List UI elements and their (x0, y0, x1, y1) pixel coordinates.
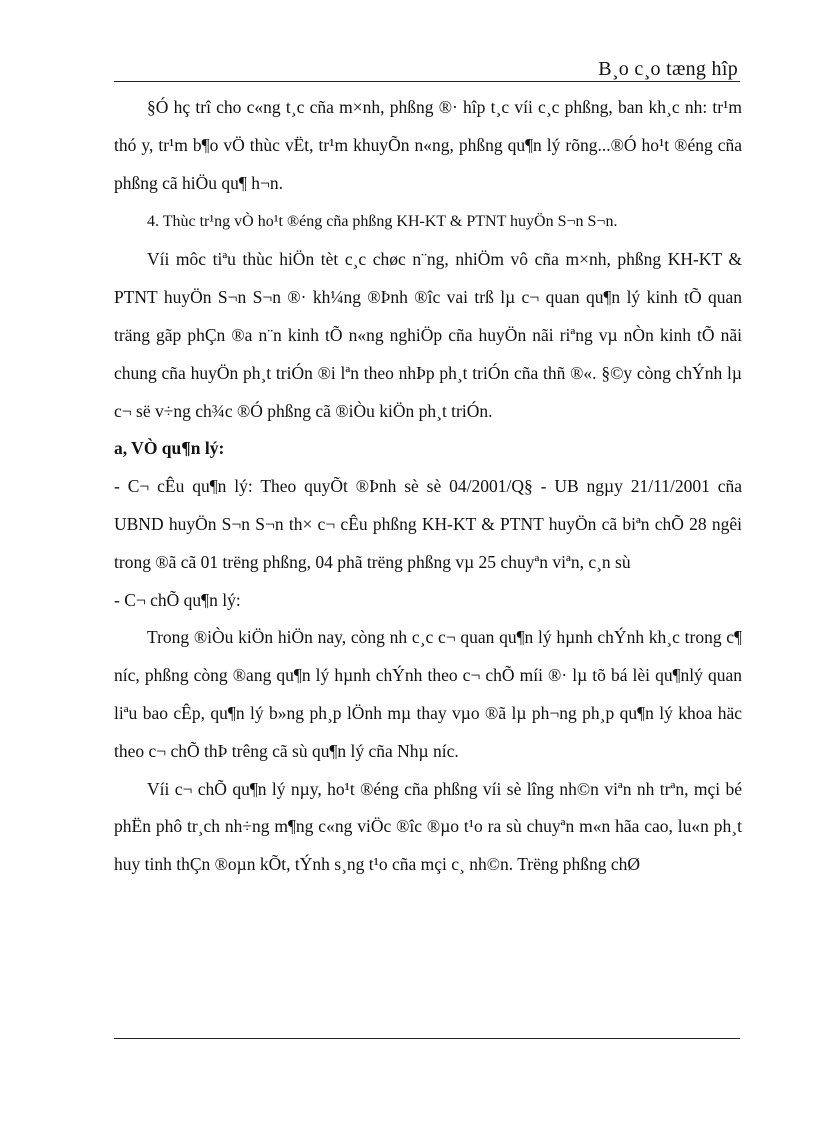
paragraph-management-mechanism-label: - C¬ chÕ qu¶n lý: (114, 589, 241, 610)
subsection-heading-management: a, VÒ qu¶n lý: (114, 438, 225, 459)
paragraph-goals: Víi môc tiªu thùc hiÖn tèt c¸c chøc n¨ng, nhiÖm vô cña m×nh, phßng KH-KT & PTNT huyÖn S¬n S¬n ®· kh¼ng ®Þnh ®îc vai trß lµ c¬ quan qu¶n lý kinh tÕ quan träng gãp phÇn ®a n¨n kinh tÕ n«ng nghiÖp cña huyÖn nãi riªng vµ nÒn kinh tÕ nãi chung cña huyÖn ph¸t triÓn ®i lªn theo nhÞp ph¸t triÓn cña thñ ®«. §©y còng chÝnh lµ c¬ së v÷ng ch¾c ®Ó phßng cã ®iÒu kiÖn ph¸t triÓn. (114, 249, 742, 421)
paragraph-current-conditions: Trong ®iÒu kiÖn hiÖn nay, còng nh c¸c c¬ quan qu¶n lý hµnh chÝnh kh¸c trong c¶ níc, phßng còng ®ang qu¶n lý hµnh chÝnh theo c¬ chÕ míi ®· lµ tõ bá lèi qu¶nlý quan liªu bao cÊp, qu¶n lý b»ng ph¸p lÖnh mµ thay vµo ®ã lµ ph¬ng ph¸p qu¶n lý khoa häc theo c¬ chÕ thÞ trêng cã sù qu¶n lý cña Nhµ níc. (114, 627, 742, 761)
section-heading: 4. Thùc tr¹ng vÒ ho¹t ®éng cña phßng KH-KT & PTNT huyÖn S¬n S¬n. (147, 213, 618, 231)
paragraph-management-structure: - C¬ cÊu qu¶n lý: Theo quyÕt ®Þnh sè sè 04/2001/Q§ - UB ngµy 21/11/2001 cña UBND huyÖn S¬n S¬n th× c¬ cÊu phßng KH-KT & PTNT huyÖn cã biªn chÕ 28 ngêi trong ®ã cã 01 trëng phßng, 04 phã trëng phßng vµ 25 chuyªn viªn, c¸n sù (114, 476, 742, 572)
paragraph-mechanism-activity: Víi c¬ chÕ qu¶n lý nµy, ho¹t ®éng cña phßng víi sè lîng nh©n viªn nh trªn, mçi bé phËn phô tr¸ch nh÷ng m¶ng c«ng viÖc ®îc ®µo t¹o ra sù chuyªn m«n hãa cao, lu«n ph¸t huy tinh thÇn ®oµn kÕt, tÝnh s¸ng t¹o cña mçi c¸ nh©n. Trëng phßng chØ (114, 778, 742, 875)
footer-divider (114, 1038, 740, 1039)
header-divider (114, 81, 740, 82)
paragraph-support: §Ó hç trî cho c«ng t¸c cña m×nh, phßng ®· hîp t¸c víi c¸c phßng, ban kh¸c nh: tr¹m thó y, tr¹m b¶o vÖ thùc vËt, tr¹m khuyÕn n«ng, phßng qu¶n lý rõng...®Ó ho¹t ®éng cña phßng cã hiÖu qu¶ h¬n. (114, 97, 742, 193)
page-header-title: B¸o c¸o tæng hîp (598, 58, 738, 80)
document-body (114, 89, 742, 884)
